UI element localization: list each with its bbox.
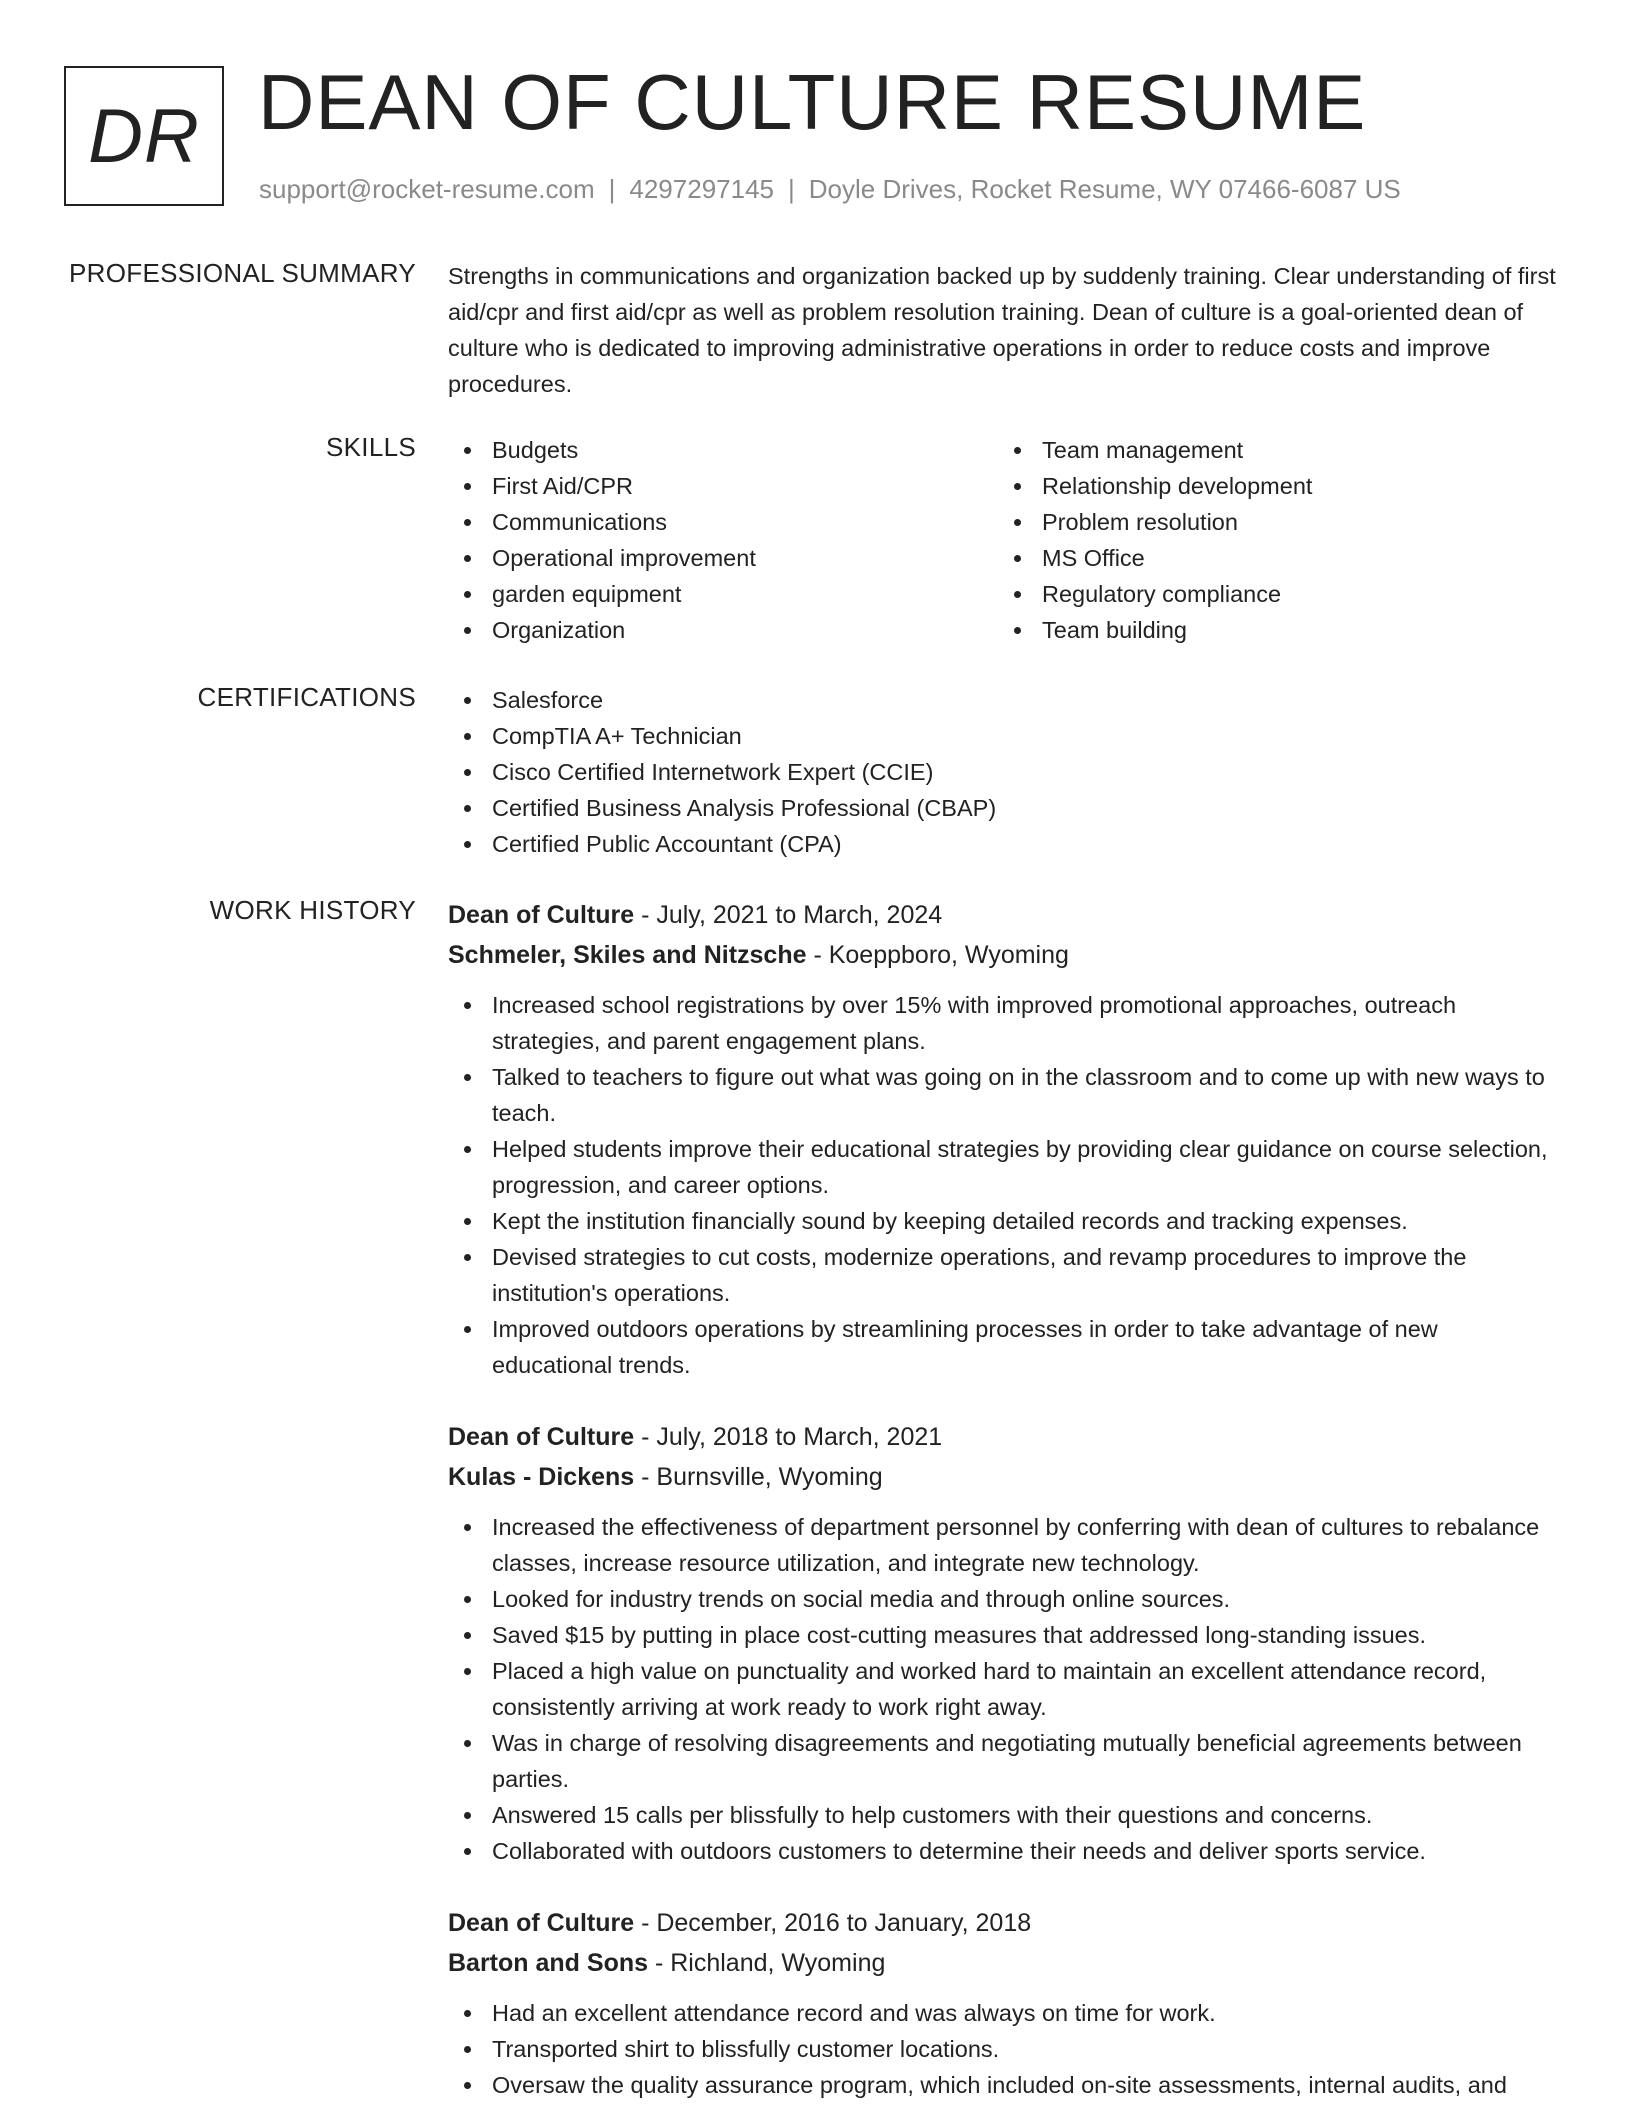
- skills-column-right: [998, 432, 1548, 648]
- job-title-line: Dean of Culture - July, 2018 to March, 2021: [448, 1423, 943, 1451]
- list-item: Regulatory compliance: [998, 576, 1548, 612]
- monogram-box: [64, 66, 224, 206]
- job-entry: [448, 1903, 1558, 2103]
- list-item: Talked to teachers to figure out what was going on in the classroom and to come up with new ways to teach.: [448, 1059, 1558, 1131]
- summary-label: PROFESSIONAL SUMMARY: [69, 258, 416, 288]
- list-item: Oversaw the quality assurance program, which included on-site assessments, internal audits, and: [448, 2067, 1558, 2103]
- job-duties-list: [448, 987, 1558, 1383]
- summary-text: Strengths in communications and organization backed up by suddenly training. Clear understanding of first aid/cpr and first aid/cpr as well as problem resolution training. Dean of culture is a goal-oriented dean of culture who is dedicated to improving administrative operations in order to reduce costs and improve procedures.: [448, 263, 1556, 397]
- resume-title: DEAN OF CULTURE RESUME: [258, 58, 1367, 146]
- certifications-label: CERTIFICATIONS: [197, 682, 416, 712]
- job-company-line: Schmeler, Skiles and Nitzsche - Koeppboro, Wyoming: [448, 941, 1069, 969]
- job-location: Burnsville, Wyoming: [656, 1463, 883, 1491]
- skills-label: SKILLS: [326, 432, 416, 462]
- list-item: Relationship development: [998, 468, 1548, 504]
- list-item: Was in charge of resolving disagreements and negotiating mutually beneficial agreements between parties.: [448, 1725, 1558, 1797]
- monogram-initials: DR: [88, 93, 200, 179]
- contact-phone: 4297297145: [629, 174, 774, 204]
- job-title: Dean of Culture: [448, 1423, 635, 1451]
- job-title-line: Dean of Culture - July, 2021 to March, 2024: [448, 901, 943, 929]
- job-duties-list: [448, 1509, 1558, 1869]
- list-item: Operational improvement: [448, 540, 998, 576]
- job-company: Barton and Sons: [448, 1949, 649, 1977]
- job-dates: July, 2018 to March, 2021: [656, 1423, 943, 1451]
- job-company: Kulas - Dickens: [448, 1463, 635, 1491]
- job-dates: December, 2016 to January, 2018: [656, 1909, 1032, 1937]
- contact-address: Doyle Drives, Rocket Resume, WY 07466-6087 US: [808, 174, 1401, 204]
- list-item: garden equipment: [448, 576, 998, 612]
- list-item: Devised strategies to cut costs, modernize operations, and revamp procedures to improve the institution's operations.: [448, 1239, 1558, 1311]
- summary-body: [448, 258, 1558, 402]
- list-item: Improved outdoors operations by streamlining processes in order to take advantage of new educational trends.: [448, 1311, 1558, 1383]
- job-location: Richland, Wyoming: [670, 1949, 886, 1977]
- list-item: Cisco Certified Internetwork Expert (CCIE): [448, 754, 1558, 790]
- list-item: Collaborated with outdoors customers to determine their needs and deliver sports service.: [448, 1833, 1558, 1869]
- list-item: Communications: [448, 504, 998, 540]
- certifications-body: [448, 682, 1558, 862]
- work-history-label: WORK HISTORY: [209, 895, 416, 925]
- contact-email: support@rocket-resume.com: [259, 174, 595, 204]
- list-item: Increased the effectiveness of department personnel by conferring with dean of cultures to rebalance classes, increase resource utilization, and integrate new technology.: [448, 1509, 1558, 1581]
- list-item: Problem resolution: [998, 504, 1548, 540]
- job-company-line: Barton and Sons - Richland, Wyoming: [448, 1949, 886, 1977]
- list-item: Certified Public Accountant (CPA): [448, 826, 1558, 862]
- list-item: Had an excellent attendance record and was always on time for work.: [448, 1995, 1558, 2031]
- list-item: Budgets: [448, 432, 998, 468]
- job-dates: July, 2021 to March, 2024: [656, 901, 943, 929]
- list-item: MS Office: [998, 540, 1548, 576]
- list-item: First Aid/CPR: [448, 468, 998, 504]
- list-item: Team management: [998, 432, 1548, 468]
- list-item: Looked for industry trends on social media and through online sources.: [448, 1581, 1558, 1617]
- skills-body: [448, 432, 1558, 648]
- list-item: Kept the institution financially sound by keeping detailed records and tracking expenses.: [448, 1203, 1558, 1239]
- contact-line: [259, 174, 1401, 205]
- job-entry: [448, 1417, 1558, 1869]
- skills-column-left: [448, 432, 998, 648]
- list-item: Team building: [998, 612, 1548, 648]
- job-location: Koeppboro, Wyoming: [828, 941, 1069, 969]
- list-item: Certified Business Analysis Professional (CBAP): [448, 790, 1558, 826]
- list-item: Saved $15 by putting in place cost-cutting measures that addressed long-standing issues.: [448, 1617, 1558, 1653]
- job-company: Schmeler, Skiles and Nitzsche: [448, 941, 807, 969]
- job-title: Dean of Culture: [448, 1909, 635, 1937]
- skills-list-right: [998, 432, 1548, 648]
- work-history-body: [448, 895, 1558, 2112]
- skills-list-left: [448, 432, 998, 648]
- list-item: Answered 15 calls per blissfully to help customers with their questions and concerns.: [448, 1797, 1558, 1833]
- list-item: CompTIA A+ Technician: [448, 718, 1558, 754]
- job-entry: [448, 895, 1558, 1383]
- job-title: Dean of Culture: [448, 901, 635, 929]
- job-duties-list: [448, 1995, 1558, 2103]
- list-item: Increased school registrations by over 15% with improved promotional approaches, outreach strategies, and parent engagement plans.: [448, 987, 1558, 1059]
- list-item: Helped students improve their educational strategies by providing clear guidance on course selection, progression, and career options.: [448, 1131, 1558, 1203]
- list-item: Placed a high value on punctuality and worked hard to maintain an excellent attendance record, consistently arriving at work ready to work right away.: [448, 1653, 1558, 1725]
- certifications-list: [448, 682, 1558, 862]
- contact-separator: |: [788, 174, 795, 204]
- list-item: Organization: [448, 612, 998, 648]
- list-item: Salesforce: [448, 682, 1558, 718]
- job-title-line: Dean of Culture - December, 2016 to January, 2018: [448, 1909, 1032, 1937]
- contact-separator: |: [608, 174, 616, 204]
- list-item: Transported shirt to blissfully customer locations.: [448, 2031, 1558, 2067]
- job-company-line: Kulas - Dickens - Burnsville, Wyoming: [448, 1463, 883, 1491]
